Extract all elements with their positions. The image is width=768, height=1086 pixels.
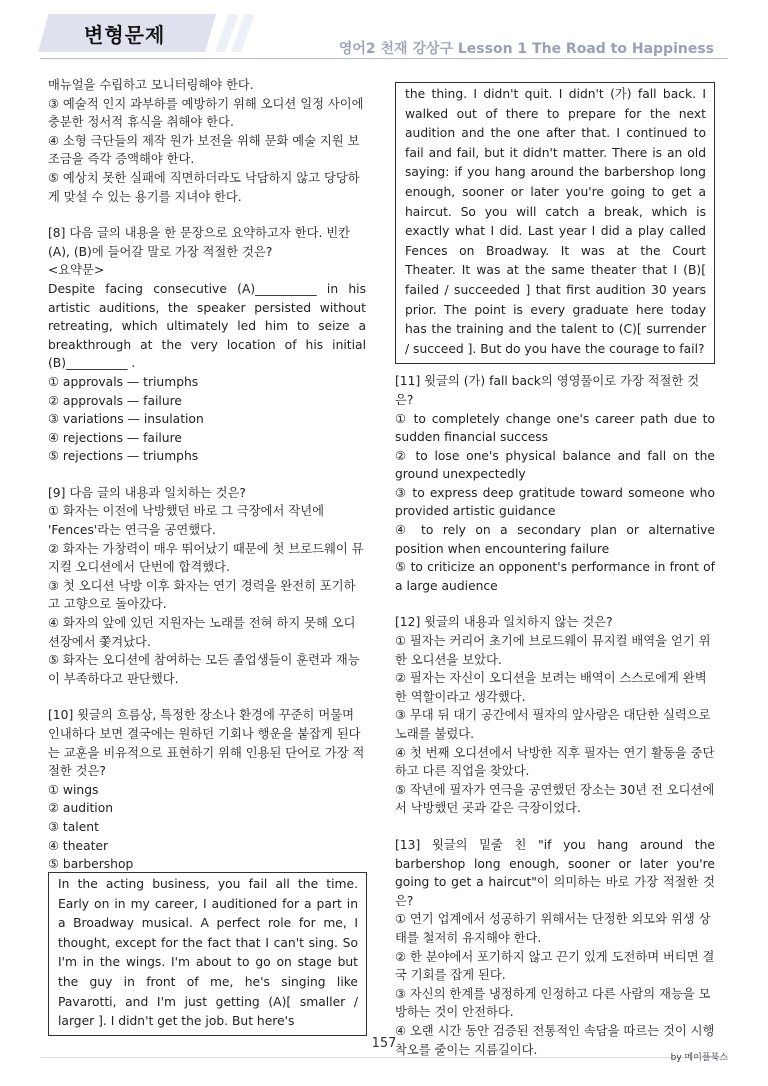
answer-option: ① to completely change one's career path due to sudden financial success <box>395 411 715 445</box>
answer-option: ⑤ 예상치 못한 실패에 직면하더라도 낙담하지 않고 당당하게 맞설 수 있는 용기를 지녀야 한다. <box>48 170 360 204</box>
answer-option: ③ 자신의 한계를 냉정하게 인정하고 다른 사람의 재능을 모방하는 것이 안전하다. <box>395 986 711 1020</box>
publisher-credit: by 메이플북스 <box>670 1053 728 1063</box>
answer-option: ① approvals — triumphs <box>48 374 199 389</box>
answer-option: ② approvals — failure <box>48 393 182 408</box>
answer-option: ④ 소형 극단들의 제작 원가 보전을 위해 문화 예술 지원 보조금을 즉각 증액해야 한다. <box>48 133 360 167</box>
summary-sentence: Despite facing consecutive (A)__________ in his artistic auditions, the speaker persisted without retreating, which ultimately led him to seize a breakthrough at the very location of his initial (B)__________ . <box>48 281 366 371</box>
answer-option: ③ 무대 뒤 대기 공간에서 필자의 앞사람은 대단한 실력으로 노래를 불렀다. <box>395 708 711 741</box>
answer-option: ② to lose one's physical balance and fall on the ground unexpectedly <box>395 448 715 482</box>
answer-option: ④ rejections — failure <box>48 430 182 445</box>
answer-option: ⑤ 화자는 오디션에 참여하는 모든 졸업생들이 훈련과 재능이 부족하다고 판단했다. <box>48 653 360 686</box>
section-tab-label: 변형문제 <box>84 23 166 47</box>
answer-option: ⑤ barbershop <box>48 857 134 872</box>
answer-option: ④ 화자의 앞에 있던 지원자는 노래를 전혀 하지 못해 오디션장에서 쫓겨났다. <box>48 616 356 649</box>
answer-option: ④ 첫 번째 오디션에서 낙방한 직후 필자는 연기 활동을 중단하고 다른 직업을 찾았다. <box>395 745 715 779</box>
left-column <box>48 76 366 874</box>
answer-option: ③ to express deep gratitude toward someone who provided artistic guidance <box>395 485 715 519</box>
question-9-stem: [9] 다음 글의 내용과 일치하는 것은? <box>48 485 246 500</box>
passage-box-part-1: In the acting business, you fail all the time. Early on in my career, I auditioned for a part in a Broadway musical. A perfect role for me, I thought, except for the fact that I can't sing. So I'm in the wings. I'm about to go on stage but the guy in front of me, he's singing like Pavarotti, and I'm just getting (A)[ smaller / larger ]. I didn't get the job. But here's <box>48 872 367 1036</box>
question-10-stem: [10] 윗글의 흐름상, 특정한 장소나 환경에 꾸준히 머물며 인내하다 보면 결국에는 원하던 기회나 행운을 붙잡게 된다는 교훈을 비유적으로 표현하기 위해 인용된 단어로 가장 적절한 것은? <box>48 708 365 779</box>
answer-option: ① 화자는 이전에 낙방했던 바로 그 극장에서 작년에 'Fences'라는 연극을 공연했다. <box>48 504 324 538</box>
text-line: 매뉴얼을 수립하고 모니터링해야 한다. <box>48 78 254 92</box>
answer-option: ③ 첫 오디션 낙방 이후 화자는 연기 경력을 완전히 포기하고 고향으로 돌아갔다. <box>48 578 356 612</box>
answer-option: ④ theater <box>48 838 109 853</box>
answer-option: ③ talent <box>48 819 99 834</box>
answer-option: ⑤ 작년에 필자가 연극을 공연했던 장소는 30년 전 오디션에서 낙방했던 곳과 같은 극장이었다. <box>395 782 715 816</box>
header-divider <box>40 58 728 59</box>
answer-option: ① wings <box>48 782 99 797</box>
page-header <box>0 0 768 62</box>
question-13-stem: [13] 윗글의 밑줄 친 "if you hang around the barbershop long enough, sooner or later you're going to get a haircut"이 의미하는 바로 가장 적절한 것은? <box>395 837 715 908</box>
question-8-stem: [8] 다음 글의 내용을 한 문장으로 요약하고자 한다. 빈칸 (A), (B)에 들어갈 말로 가장 적절한 것은? <box>48 226 351 259</box>
answer-option: ① 필자는 커리어 초기에 브로드웨이 뮤지컬 배역을 얻기 위한 오디션을 보았다. <box>395 634 711 667</box>
passage-box-part-2: the thing. I didn't quit. I didn't (가) fall back. I walked out of there to prepare for the next audition and the one after that. I continued to fail and fail, but it didn't matter. There is an old saying: if you hang around the barbershop long enough, sooner or later you're going to get a haircut. So you will catch a break, which is exactly what I did. Last year I did a play called Fences on Broadway. It was at the Court Theater. It was at the same theater that I (B)[ failed / succeeded ] that first audition 30 years prior. The point is every graduate here today has the training and the talent to (C)[ surrender / succeed ]. But do you have the courage to fail? <box>395 82 715 364</box>
answer-option: ⑤ rejections — triumphs <box>48 449 199 464</box>
answer-option: ② 화자는 가창력이 매우 뛰어났기 때문에 첫 브로드웨이 뮤지컬 오디션에서 단번에 합격했다. <box>48 541 364 575</box>
answer-option: ③ variations — insulation <box>48 412 204 427</box>
question-11-stem: [11] 윗글의 (가) fall back의 영영풀이로 가장 적절한 것은? <box>395 374 700 407</box>
answer-option: ② 한 분야에서 포기하지 않고 끈기 있게 도전하며 버티면 결국 기회를 잡게 된다. <box>395 949 715 983</box>
answer-option: ⑤ to criticize an opponent's performance in front of a large audience <box>395 560 715 593</box>
answer-option: ① 연기 업계에서 성공하기 위해서는 단정한 외모와 위생 상태를 철저히 유지해야 한다. <box>395 912 711 945</box>
summary-label: <요약문> <box>48 263 105 278</box>
answer-option: ④ 오랜 시간 동안 검증된 전통적인 속담을 따르는 것이 시행착오를 줄이는 지름길이다. <box>395 1023 715 1057</box>
answer-option: ② 필자는 자신이 오디션을 보려는 배역이 스스로에게 완벽한 역할이라고 생각했다. <box>395 671 707 704</box>
lesson-title: 영어2 천재 강상구 Lesson 1 The Road to Happiness <box>338 41 714 57</box>
answer-option: ③ 예술적 인지 과부하를 예방하기 위해 오디션 일정 사이에 충분한 정서적 휴식을 취해야 한다. <box>48 96 364 130</box>
footer-divider <box>40 1057 728 1058</box>
answer-option: ④ to rely on a secondary plan or alternative position when encountering failure <box>395 523 715 556</box>
question-12-stem: [12] 윗글의 내용과 일치하지 않는 것은? <box>395 615 613 630</box>
answer-option: ② audition <box>48 801 114 816</box>
page-number: 157 <box>371 1036 397 1051</box>
right-column <box>395 82 715 1059</box>
